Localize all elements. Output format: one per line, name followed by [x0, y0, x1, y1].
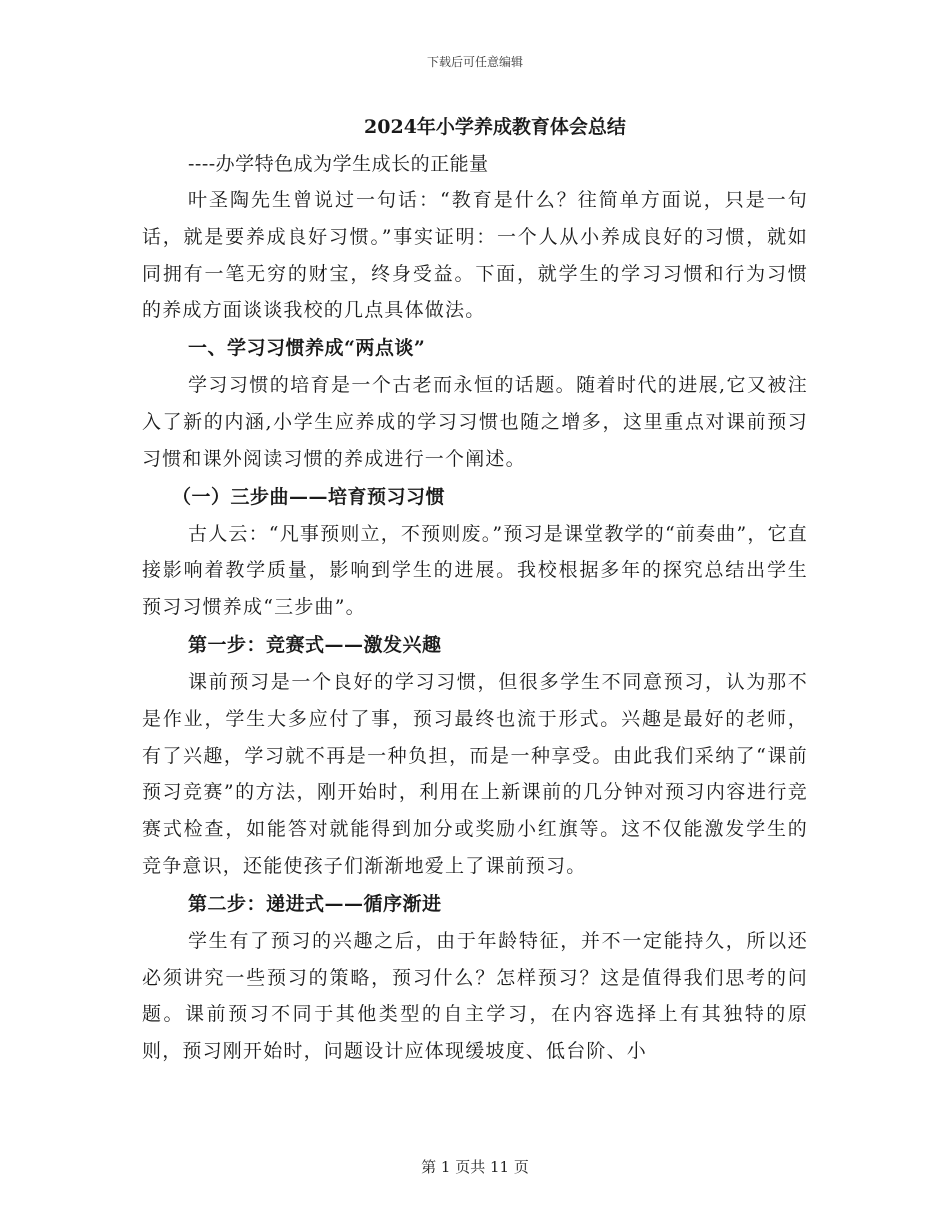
document-body: [142, 108, 808, 1070]
subsection-heading-1: （一）三步曲——培育预习习惯: [172, 485, 446, 508]
paragraph-step1: 课前预习是一个良好的学习习惯，但很多学生不同意预习，认为那不是作业，学生大多应付了事，预习最终也流于形式。兴趣是最好的老师，有了兴趣，学习就不再是一种负担，而是一种享受。由此我们采纳了“课前预习竞赛”的方法，刚开始时，利用在上新课前的几分钟对预习内容进行竞赛式检查，如能答对就能得到加分或奖励小红旗等。这不仅能激发学生的竞争意识，还能使孩子们渐渐地爱上了课前预习。: [142, 670, 808, 877]
document-title: 2024年小学养成教育体会总结: [364, 116, 626, 138]
section-heading-1: 一、学习习惯养成“两点谈”: [188, 337, 426, 360]
page-footer: 第 1 页共 11 页: [421, 1158, 529, 1176]
paragraph-subsection1: 古人云：“凡事预则立，不预则废。”预习是课堂教学的“前奏曲”，它直接影响着教学质量，影响到学生的进展。我校根据多年的探究总结出学生预习习惯养成“三步曲”。: [142, 522, 808, 619]
paragraph-step2: 学生有了预习的兴趣之后，由于年龄特征，并不一定能持久，所以还必须讲究一些预习的策略，预习什么？怎样预习？这是值得我们思考的问题。课前预习不同于其他类型的自主学习，在内容选择上有其独特的原则，预习刚开始时，问题设计应体现缓坡度、低台阶、小: [142, 929, 808, 1063]
step-heading-1: 第一步：竞赛式——激发兴趣: [188, 633, 442, 656]
paragraph-section1: 学习习惯的培育是一个古老而永恒的话题。随着时代的进展,它又被注入了新的内涵,小学生应养成的学习习惯也随之增多，这里重点对课前预习习惯和课外阅读习惯的养成进行一个阐述。: [142, 374, 808, 470]
step-heading-2: 第二步：递进式——循序渐进: [188, 892, 442, 915]
paragraph-intro: 叶圣陶先生曾说过一句话：“教育是什么？往简单方面说，只是一句话，就是要养成良好习惯。”事实证明：一个人从小养成良好的习惯，就如同拥有一笔无穷的财宝，终身受益。下面，就学生的学习习惯和行为习惯的养成方面谈谈我校的几点具体做法。: [142, 189, 808, 322]
header-note: 下载后可任意编辑: [426, 55, 523, 69]
document-subtitle: ----办学特色成为学生成长的正能量: [188, 153, 489, 175]
